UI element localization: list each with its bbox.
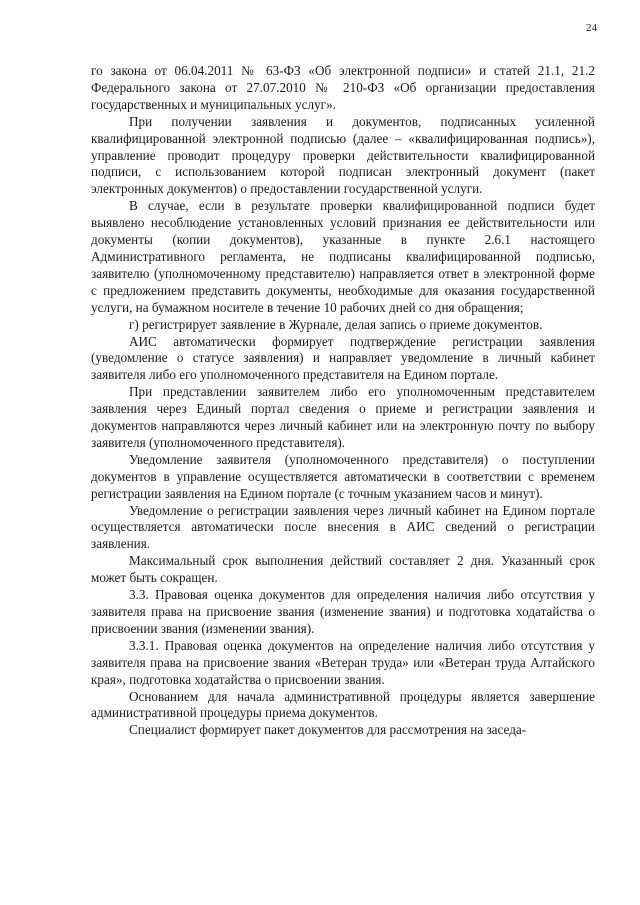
page-number: 24 bbox=[586, 22, 597, 34]
paragraph: Максимальный срок выполнения действий составляет 2 дня. Указанный срок может быть сокращен. bbox=[91, 553, 595, 586]
paragraph: АИС автоматически формирует подтверждение регистрации заявления (уведомление о статусе заявления) и направляет уведомление в личный кабинет заявителя либо его уполномоченного представителя на Едином портале. bbox=[91, 333, 595, 383]
paragraph-continuation: го закона от 06.04.2011 № 63-ФЗ «Об электронной подписи» и статей 21.1, 21.2 Федерального закона от 27.07.2010 № 210-ФЗ «Об организации предоставления государственных и муниципальных услуг». bbox=[91, 63, 595, 112]
paragraph: Уведомление заявителя (уполномоченного представителя) о поступлении документов в управление осуществляется автоматически в соответствии с временем регистрации заявления на Едином портале (с точным указанием часов и минут). bbox=[91, 451, 595, 501]
paragraph: Основанием для начала административной процедуры является завершение административной процедуры приема документов. bbox=[91, 688, 595, 721]
section-heading-3-3-1: 3.3.1. Правовая оценка документов на определение наличия либо отсутствия у заявителя права на присвоение звания «Ветеран труда» или «Ветеран труда Алтайского края», подготовка ходатайства о присвоении звания. bbox=[91, 637, 595, 687]
paragraph: При представлении заявителем либо его уполномоченным представителем заявления через Единый портал сведения о приеме и регистрации заявления и документов направляются через личный кабинет или на электронную почту по выбору заявителя (уполномоченного представителя). bbox=[91, 384, 595, 450]
paragraph: г) регистрирует заявление в Журнале, делая запись о приеме документов. bbox=[129, 316, 543, 332]
section-heading-3-3: 3.3. Правовая оценка документов для определения наличия либо отсутствия у заявителя права на присвоение звания (изменение звания) и подготовка ходатайства о присвоении звания (изменении звания). bbox=[91, 587, 595, 636]
paragraph: При получении заявления и документов, подписанных усиленной квалифицированной электронной подписью (далее – «квалифицированная подпись»), управление проводит процедуру проверки действительности квалифицированной подписи, с использованием которой подписан электронный документ (пакет электронных документов) о предоставлении государственной услуги. bbox=[91, 113, 595, 197]
document-body bbox=[91, 63, 595, 739]
paragraph: В случае, если в результате проверки квалифицированной подписи будет выявлено несоблюдение установленных условий признания ее действительности или документы (копии документов), указанные в пункте 2.6.1 настоящего Административного регламента, не подписаны квалифицированной подписью, заявителю (уполномоченному представителю) направляется ответ в электронной форме с предложением представить документы, необходимые для оказания государственной услуги, на бумажном носителе в течение 10 рабочих дней со дня обращения; bbox=[91, 198, 595, 315]
paragraph: Специалист формирует пакет документов для рассмотрения на заседа- bbox=[129, 722, 527, 738]
paragraph: Уведомление о регистрации заявления через личный кабинет на Едином портале осуществляется автоматически после внесения в АИС сведений о регистрации заявления. bbox=[91, 502, 595, 552]
